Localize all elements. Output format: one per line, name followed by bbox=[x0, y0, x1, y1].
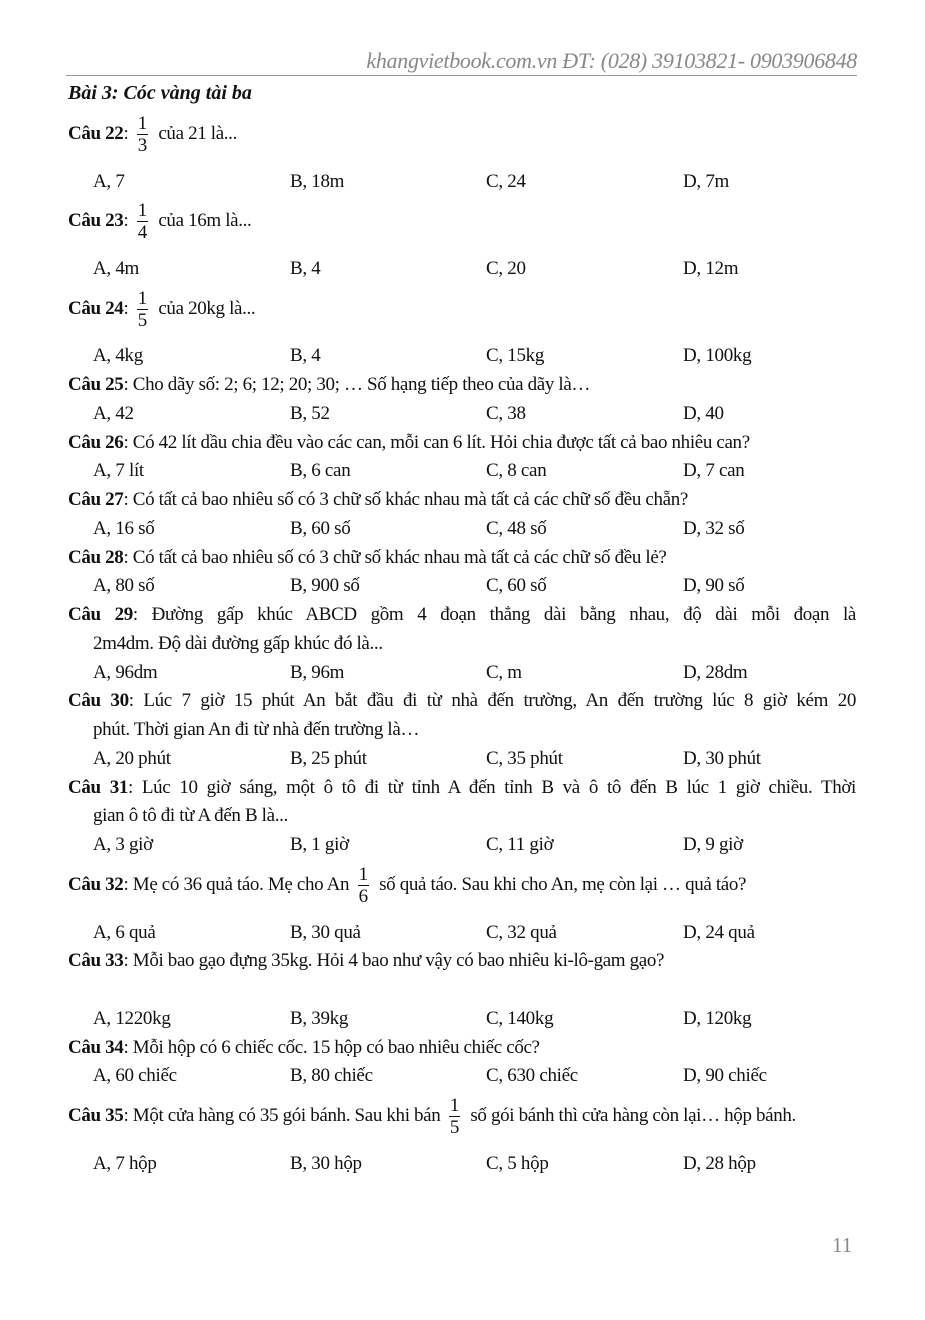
question-label: Câu 28 bbox=[68, 547, 124, 568]
question-text: : Mỗi bao gạo đựng 35kg. Hỏi 4 bao như vậy có bao nhiêu ki-lô-gam gạo? bbox=[123, 950, 665, 971]
question-continuation: 2m4dm. Độ dài đường gấp khúc đó là... bbox=[93, 633, 383, 654]
answer-option: C, 32 quả bbox=[486, 922, 557, 943]
answer-option: C, 630 chiếc bbox=[486, 1065, 578, 1086]
answer-option: A, 4m bbox=[93, 258, 140, 279]
answer-option: B, 900 số bbox=[290, 575, 360, 596]
question-text: : Mỗi hộp có 6 chiếc cốc. 15 hộp có bao nhiêu chiếc cốc? bbox=[123, 1037, 540, 1058]
answer-option: C, 8 can bbox=[486, 460, 547, 481]
fraction-numerator: 1 bbox=[137, 200, 147, 221]
answer-option: C, 15kg bbox=[486, 345, 545, 366]
answer-option: A, 3 giờ bbox=[93, 834, 153, 855]
question bbox=[68, 1036, 856, 1060]
answer-option: D, 24 quả bbox=[683, 922, 755, 943]
answer-option: A, 7 bbox=[93, 171, 125, 192]
answer-option: D, 32 số bbox=[683, 518, 745, 539]
answer-option: C, 11 giờ bbox=[486, 834, 554, 855]
answer-option: B, 6 can bbox=[290, 460, 351, 481]
fraction bbox=[137, 288, 148, 331]
answer-option: A, 96dm bbox=[93, 662, 158, 683]
answer-option: C, 35 phút bbox=[486, 748, 563, 769]
question bbox=[68, 1095, 856, 1138]
fraction-denominator: 5 bbox=[137, 310, 147, 331]
question-label: Câu 34 bbox=[68, 1037, 124, 1058]
question-label: Câu 31 bbox=[68, 777, 128, 798]
answer-option: A, 60 chiếc bbox=[93, 1065, 177, 1086]
question-text: : Có tất cả bao nhiêu số có 3 chữ số khác nhau mà tất cả các chữ số đều lẻ? bbox=[123, 547, 667, 568]
question-label: Câu 32 bbox=[68, 873, 124, 895]
answer-option: A, 7 lít bbox=[93, 460, 144, 481]
answer-option: D, 9 giờ bbox=[683, 834, 743, 855]
answer-option: A, 16 số bbox=[93, 518, 155, 539]
answer-option: B, 4 bbox=[290, 345, 321, 366]
question-label: Câu 29 bbox=[68, 604, 133, 625]
question-label: Câu 23 bbox=[68, 209, 124, 231]
answer-option: B, 60 số bbox=[290, 518, 351, 539]
question-text: : Lúc 7 giờ 15 phút An bắt đầu đi từ nhà đến trường, An đến trường lúc 8 giờ kém 20 bbox=[128, 690, 856, 711]
fraction bbox=[137, 200, 148, 243]
question bbox=[68, 689, 856, 713]
question-text-after: của 21 là... bbox=[153, 122, 237, 144]
fraction-denominator: 6 bbox=[358, 886, 368, 907]
question-text: : Có 42 lít dầu chia đều vào các can, mỗi can 6 lít. Hỏi chia được tất cả bao nhiêu can? bbox=[123, 432, 750, 453]
header-divider bbox=[66, 75, 857, 76]
question bbox=[68, 546, 856, 570]
question bbox=[68, 373, 856, 397]
question-label: Câu 25 bbox=[68, 374, 124, 395]
answer-option: B, 4 bbox=[290, 258, 321, 279]
question-label: Câu 27 bbox=[68, 489, 124, 510]
answer-option: C, 24 bbox=[486, 171, 526, 192]
answer-option: B, 30 quả bbox=[290, 922, 361, 943]
question-text: : Cho dãy số: 2; 6; 12; 20; 30; … Số hạng tiếp theo của dãy là… bbox=[123, 374, 591, 395]
answer-option: C, 48 số bbox=[486, 518, 547, 539]
question-text-after: của 16m là... bbox=[153, 209, 252, 231]
section-title: Bài 3: Cóc vàng tài ba bbox=[68, 82, 252, 104]
answer-option: B, 1 giờ bbox=[290, 834, 349, 855]
question-label: Câu 26 bbox=[68, 432, 124, 453]
answer-option: D, 12m bbox=[683, 258, 739, 279]
question bbox=[68, 488, 856, 512]
answer-option: A, 4kg bbox=[93, 345, 143, 366]
question-text: : Đường gấp khúc ABCD gồm 4 đoạn thẳng dài bằng nhau, độ dài mỗi đoạn là bbox=[132, 604, 856, 625]
answer-option: C, 140kg bbox=[486, 1008, 554, 1029]
answer-option: C, 5 hộp bbox=[486, 1153, 549, 1174]
fraction-numerator: 1 bbox=[137, 288, 147, 309]
fraction-numerator: 1 bbox=[449, 1095, 459, 1116]
answer-option: C, 38 bbox=[486, 403, 526, 424]
fraction bbox=[358, 864, 369, 907]
answer-option: B, 96m bbox=[290, 662, 345, 683]
answer-option: C, 60 số bbox=[486, 575, 547, 596]
question bbox=[68, 200, 856, 243]
answer-option: D, 7m bbox=[683, 171, 730, 192]
answer-option: B, 30 hộp bbox=[290, 1153, 362, 1174]
page-header: khangvietbook.com.vn ĐT: (028) 39103821- 0903906848 bbox=[366, 48, 857, 73]
question-label: Câu 35 bbox=[68, 1104, 124, 1126]
question-text: : Một cửa hàng có 35 gói bánh. Sau khi bán bbox=[123, 1104, 445, 1126]
answer-option: D, 100kg bbox=[683, 345, 752, 366]
question-label: Câu 30 bbox=[68, 690, 129, 711]
question-label: Câu 22 bbox=[68, 122, 124, 144]
fraction bbox=[449, 1095, 460, 1138]
answer-option: A, 1220kg bbox=[93, 1008, 171, 1029]
question-label: Câu 24 bbox=[68, 297, 124, 319]
answer-option: B, 52 bbox=[290, 403, 330, 424]
question bbox=[68, 288, 856, 331]
question-text: : bbox=[123, 297, 133, 319]
answer-option: D, 28dm bbox=[683, 662, 748, 683]
question-label: Câu 33 bbox=[68, 950, 124, 971]
answer-option: B, 18m bbox=[290, 171, 345, 192]
question-text-after: của 20kg là... bbox=[153, 297, 256, 319]
answer-option: D, 28 hộp bbox=[683, 1153, 756, 1174]
answer-option: C, 20 bbox=[486, 258, 526, 279]
fraction-denominator: 5 bbox=[449, 1117, 459, 1138]
answer-option: D, 120kg bbox=[683, 1008, 752, 1029]
answer-option: D, 90 chiếc bbox=[683, 1065, 767, 1086]
question-text: : bbox=[123, 122, 133, 144]
fraction bbox=[137, 113, 148, 156]
page-number: 11 bbox=[832, 1233, 853, 1257]
question-text: : Có tất cả bao nhiêu số có 3 chữ số khác nhau mà tất cả các chữ số đều chẵn? bbox=[123, 489, 688, 510]
question-continuation: phút. Thời gian An đi từ nhà đến trường là… bbox=[93, 719, 420, 740]
answer-option: A, 42 bbox=[93, 403, 134, 424]
answer-option: C, m bbox=[486, 662, 522, 683]
question bbox=[68, 113, 856, 156]
answer-option: D, 30 phút bbox=[683, 748, 761, 769]
answer-option: A, 6 quả bbox=[93, 922, 156, 943]
question-text-after: số gói bánh thì cửa hàng còn lại… hộp bánh. bbox=[465, 1104, 796, 1126]
answer-option: D, 90 số bbox=[683, 575, 745, 596]
question-text: : Lúc 10 giờ sáng, một ô tô đi từ tỉnh A đến tỉnh B và ô tô đến B lúc 1 giờ chiều. Thời bbox=[128, 777, 856, 798]
fraction-numerator: 1 bbox=[137, 113, 147, 134]
question-text-after: số quả táo. Sau khi cho An, mẹ còn lại … quả táo? bbox=[374, 873, 747, 895]
fraction-denominator: 4 bbox=[137, 222, 147, 243]
answer-option: A, 80 số bbox=[93, 575, 155, 596]
question bbox=[68, 431, 856, 455]
fraction-denominator: 3 bbox=[137, 135, 147, 156]
question bbox=[68, 603, 856, 627]
question-continuation: gian ô tô đi từ A đến B là... bbox=[93, 805, 288, 826]
question-text: : Mẹ có 36 quả táo. Mẹ cho An bbox=[123, 873, 354, 895]
fraction-numerator: 1 bbox=[358, 864, 368, 885]
answer-option: B, 25 phút bbox=[290, 748, 367, 769]
question bbox=[68, 776, 856, 800]
question bbox=[68, 864, 856, 907]
answer-option: A, 20 phút bbox=[93, 748, 171, 769]
answer-option: B, 39kg bbox=[290, 1008, 349, 1029]
question bbox=[68, 949, 856, 973]
answer-option: D, 7 can bbox=[683, 460, 745, 481]
answer-option: D, 40 bbox=[683, 403, 724, 424]
answer-option: B, 80 chiếc bbox=[290, 1065, 373, 1086]
question-text: : bbox=[123, 209, 133, 231]
answer-option: A, 7 hộp bbox=[93, 1153, 157, 1174]
